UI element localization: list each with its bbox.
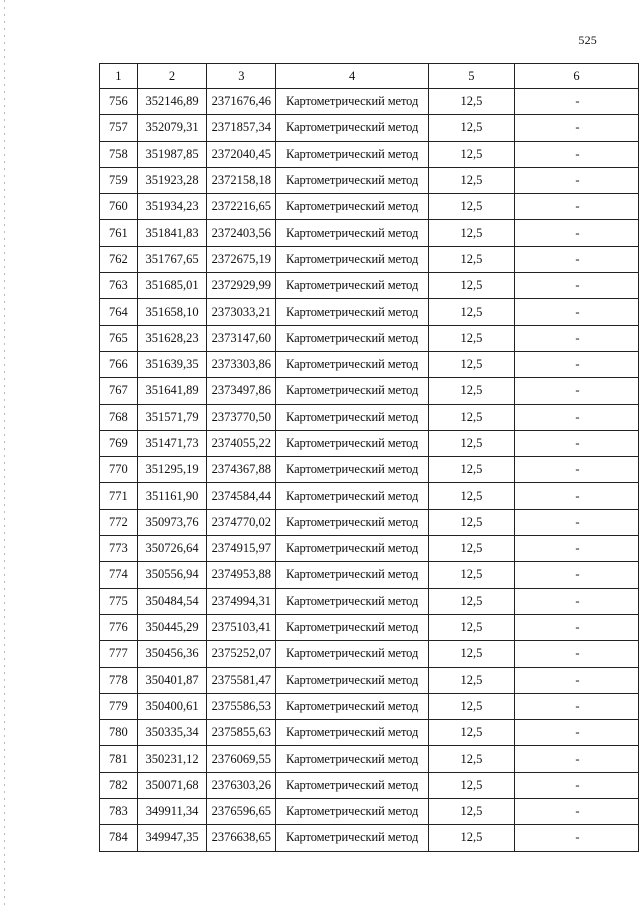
method-cell: Картометрический метод [276,825,429,851]
x-coordinate-cell: 350484,54 [137,588,207,614]
dash-mark: - [575,514,580,529]
point-number-cell: 784 [100,825,138,851]
point-number-cell: 760 [100,194,138,220]
dash-mark: - [575,225,580,240]
y-coordinate-cell: 2374994,31 [207,588,276,614]
dash-mark: - [575,488,580,503]
x-coordinate-cell: 351658,10 [137,299,207,325]
dash-mark: - [575,725,580,740]
y-coordinate-cell: 2376638,65 [207,825,276,851]
column-header-5: 5 [428,64,514,89]
x-coordinate-cell: 350400,61 [137,693,207,719]
accuracy-cell: 12,5 [428,404,514,430]
y-coordinate-cell: 2371857,34 [207,115,276,141]
point-number-cell: 771 [100,483,138,509]
dash-mark: - [575,146,580,161]
note-cell [514,273,638,299]
point-number-cell: 756 [100,89,138,115]
method-cell: Картометрический метод [276,588,429,614]
point-number-cell: 767 [100,378,138,404]
dash-mark: - [575,672,580,687]
point-number-cell: 766 [100,351,138,377]
dash-mark: - [575,251,580,266]
note-cell [514,614,638,640]
table-row [100,457,639,483]
accuracy-cell: 12,5 [428,720,514,746]
table-row [100,799,639,825]
accuracy-cell: 12,5 [428,509,514,535]
method-cell: Картометрический метод [276,772,429,798]
method-cell: Картометрический метод [276,167,429,193]
table-row [100,430,639,456]
point-number-cell: 781 [100,746,138,772]
point-number-cell: 769 [100,430,138,456]
y-coordinate-cell: 2374915,97 [207,536,276,562]
accuracy-cell: 12,5 [428,351,514,377]
point-number-cell: 775 [100,588,138,614]
point-number-cell: 759 [100,167,138,193]
point-number-cell: 774 [100,562,138,588]
dash-mark: - [575,330,580,345]
accuracy-cell: 12,5 [428,641,514,667]
table-row [100,536,639,562]
point-number-cell: 762 [100,246,138,272]
point-number-cell: 779 [100,693,138,719]
point-number-cell: 783 [100,799,138,825]
y-coordinate-cell: 2374953,88 [207,562,276,588]
note-cell [514,799,638,825]
dash-mark: - [575,436,580,450]
accuracy-cell: 12,5 [428,299,514,325]
y-coordinate-cell: 2376303,26 [207,772,276,798]
note-cell [514,457,638,483]
point-number-cell: 770 [100,457,138,483]
y-coordinate-cell: 2372216,65 [207,194,276,220]
scan-edge-mark [4,0,5,905]
note-cell [514,641,638,667]
method-cell: Картометрический метод [276,351,429,377]
method-cell: Картометрический метод [276,378,429,404]
note-cell [514,89,638,115]
table-row [100,220,639,246]
y-coordinate-cell: 2375855,63 [207,720,276,746]
accuracy-cell: 12,5 [428,588,514,614]
accuracy-cell: 12,5 [428,483,514,509]
column-header-4: 4 [276,64,429,89]
method-cell: Картометрический метод [276,194,429,220]
accuracy-cell: 12,5 [428,220,514,246]
y-coordinate-cell: 2372403,56 [207,220,276,246]
note-cell [514,351,638,377]
point-number-cell: 778 [100,667,138,693]
note-cell [514,404,638,430]
dash-mark: - [575,462,580,477]
table-row [100,246,639,272]
point-number-cell: 758 [100,141,138,167]
point-number-cell: 768 [100,404,138,430]
x-coordinate-cell: 350973,76 [137,509,207,535]
method-cell: Картометрический метод [276,641,429,667]
accuracy-cell: 12,5 [428,562,514,588]
method-cell: Картометрический метод [276,430,429,456]
note-cell [514,325,638,351]
x-coordinate-cell: 350231,12 [137,746,207,772]
dash-mark: - [575,567,580,582]
accuracy-cell: 12,5 [428,430,514,456]
accuracy-cell: 12,5 [428,246,514,272]
method-cell: Картометрический метод [276,693,429,719]
table-row [100,273,639,299]
y-coordinate-cell: 2372929,99 [207,273,276,299]
x-coordinate-cell: 350401,87 [137,667,207,693]
x-coordinate-cell: 351934,23 [137,194,207,220]
point-number-cell: 757 [100,115,138,141]
point-number-cell: 782 [100,772,138,798]
y-coordinate-cell: 2373497,86 [207,378,276,404]
table-row [100,693,639,719]
note-cell [514,115,638,141]
method-cell: Картометрический метод [276,457,429,483]
note-cell [514,167,638,193]
accuracy-cell: 12,5 [428,89,514,115]
accuracy-cell: 12,5 [428,457,514,483]
x-coordinate-cell: 351767,65 [137,246,207,272]
y-coordinate-cell: 2376069,55 [207,746,276,772]
dash-mark: - [575,173,580,188]
table-row [100,772,639,798]
note-cell [514,772,638,798]
table-row [100,325,639,351]
dash-mark: - [575,304,580,319]
dash-mark: - [575,278,580,293]
dash-mark: - [575,777,580,792]
dash-mark: - [575,698,580,713]
accuracy-cell: 12,5 [428,667,514,693]
point-number-cell: 776 [100,614,138,640]
y-coordinate-cell: 2373147,60 [207,325,276,351]
x-coordinate-cell: 350726,64 [137,536,207,562]
point-number-cell: 763 [100,273,138,299]
method-cell: Картометрический метод [276,299,429,325]
method-cell: Картометрический метод [276,536,429,562]
y-coordinate-cell: 2374770,02 [207,509,276,535]
x-coordinate-cell: 350071,68 [137,772,207,798]
x-coordinate-cell: 351571,79 [137,404,207,430]
dash-mark: - [575,120,580,135]
dash-mark: - [575,383,580,398]
x-coordinate-cell: 351295,19 [137,457,207,483]
header-row [100,64,639,89]
accuracy-cell: 12,5 [428,799,514,825]
x-coordinate-cell: 351987,85 [137,141,207,167]
note-cell [514,667,638,693]
accuracy-cell: 12,5 [428,194,514,220]
table-row [100,825,639,851]
table-body [100,89,639,852]
y-coordinate-cell: 2372040,45 [207,141,276,167]
y-coordinate-cell: 2375581,47 [207,667,276,693]
accuracy-cell: 12,5 [428,167,514,193]
y-coordinate-cell: 2373770,50 [207,404,276,430]
y-coordinate-cell: 2372158,18 [207,167,276,193]
accuracy-cell: 12,5 [428,115,514,141]
x-coordinate-cell: 351628,23 [137,325,207,351]
y-coordinate-cell: 2371676,46 [207,89,276,115]
note-cell [514,246,638,272]
dash-mark: - [575,357,580,372]
point-number-cell: 764 [100,299,138,325]
dash-mark: - [575,541,580,556]
point-number-cell: 773 [100,536,138,562]
table-row [100,509,639,535]
accuracy-cell: 12,5 [428,141,514,167]
column-header-2: 2 [137,64,207,89]
accuracy-cell: 12,5 [428,772,514,798]
note-cell [514,194,638,220]
accuracy-cell: 12,5 [428,614,514,640]
x-coordinate-cell: 351471,73 [137,430,207,456]
table-row [100,378,639,404]
y-coordinate-cell: 2375252,07 [207,641,276,667]
x-coordinate-cell: 351841,83 [137,220,207,246]
table-row [100,562,639,588]
table-row [100,483,639,509]
column-header-3: 3 [207,64,276,89]
method-cell: Картометрический метод [276,483,429,509]
table-row [100,299,639,325]
note-cell [514,588,638,614]
y-coordinate-cell: 2373303,86 [207,351,276,377]
note-cell [514,430,638,456]
note-cell [514,299,638,325]
x-coordinate-cell: 350335,34 [137,720,207,746]
x-coordinate-cell: 349911,34 [137,799,207,825]
table-row [100,667,639,693]
x-coordinate-cell: 350556,94 [137,562,207,588]
column-header-1: 1 [100,64,138,89]
method-cell: Картометрический метод [276,667,429,693]
column-header-6: 6 [514,64,638,89]
method-cell: Картометрический метод [276,246,429,272]
note-cell [514,825,638,851]
x-coordinate-cell: 351923,28 [137,167,207,193]
table-row [100,746,639,772]
accuracy-cell: 12,5 [428,825,514,851]
method-cell: Картометрический метод [276,509,429,535]
point-number-cell: 780 [100,720,138,746]
method-cell: Картометрический метод [276,404,429,430]
point-number-cell: 772 [100,509,138,535]
table-row [100,614,639,640]
table-row [100,89,639,115]
accuracy-cell: 12,5 [428,325,514,351]
method-cell: Картометрический метод [276,273,429,299]
x-coordinate-cell: 351161,90 [137,483,207,509]
note-cell [514,220,638,246]
x-coordinate-cell: 350456,36 [137,641,207,667]
dash-mark: - [575,830,580,845]
point-number-cell: 761 [100,220,138,246]
y-coordinate-cell: 2375586,53 [207,693,276,719]
note-cell [514,483,638,509]
note-cell [514,562,638,588]
accuracy-cell: 12,5 [428,273,514,299]
note-cell [514,536,638,562]
x-coordinate-cell: 351639,35 [137,351,207,377]
x-coordinate-cell: 350445,29 [137,614,207,640]
note-cell [514,509,638,535]
note-cell [514,693,638,719]
dash-mark: - [575,646,580,661]
dash-mark: - [575,199,580,214]
accuracy-cell: 12,5 [428,378,514,404]
method-cell: Картометрический метод [276,614,429,640]
coordinates-table [99,63,639,852]
method-cell: Картометрический метод [276,325,429,351]
accuracy-cell: 12,5 [428,536,514,562]
table-row [100,588,639,614]
method-cell: Картометрический метод [276,746,429,772]
x-coordinate-cell: 349947,35 [137,825,207,851]
point-number-cell: 765 [100,325,138,351]
point-number-cell: 777 [100,641,138,667]
note-cell [514,141,638,167]
y-coordinate-cell: 2375103,41 [207,614,276,640]
note-cell [514,378,638,404]
table-row [100,141,639,167]
method-cell: Картометрический метод [276,89,429,115]
table-row [100,167,639,193]
method-cell: Картометрический метод [276,115,429,141]
accuracy-cell: 12,5 [428,746,514,772]
table-row [100,404,639,430]
y-coordinate-cell: 2374367,88 [207,457,276,483]
table-row [100,351,639,377]
x-coordinate-cell: 352079,31 [137,115,207,141]
dash-mark: - [575,751,580,766]
table-row [100,641,639,667]
x-coordinate-cell: 351641,89 [137,378,207,404]
y-coordinate-cell: 2373033,21 [207,299,276,325]
method-cell: Картометрический метод [276,799,429,825]
table-header [100,64,639,89]
method-cell: Картометрический метод [276,220,429,246]
dash-mark: - [575,620,580,635]
method-cell: Картометрический метод [276,141,429,167]
dash-mark: - [575,804,580,819]
dash-mark: - [575,409,580,424]
method-cell: Картометрический метод [276,562,429,588]
y-coordinate-cell: 2374055,22 [207,430,276,456]
method-cell: Картометрический метод [276,720,429,746]
note-cell [514,746,638,772]
x-coordinate-cell: 351685,01 [137,273,207,299]
page-number: 525 [578,33,597,47]
table-row [100,720,639,746]
x-coordinate-cell: 352146,89 [137,89,207,115]
accuracy-cell: 12,5 [428,693,514,719]
y-coordinate-cell: 2372675,19 [207,246,276,272]
y-coordinate-cell: 2374584,44 [207,483,276,509]
dash-mark: - [575,593,580,608]
y-coordinate-cell: 2376596,65 [207,799,276,825]
table-row [100,194,639,220]
dash-mark: - [575,94,580,109]
table-row [100,115,639,141]
note-cell [514,720,638,746]
